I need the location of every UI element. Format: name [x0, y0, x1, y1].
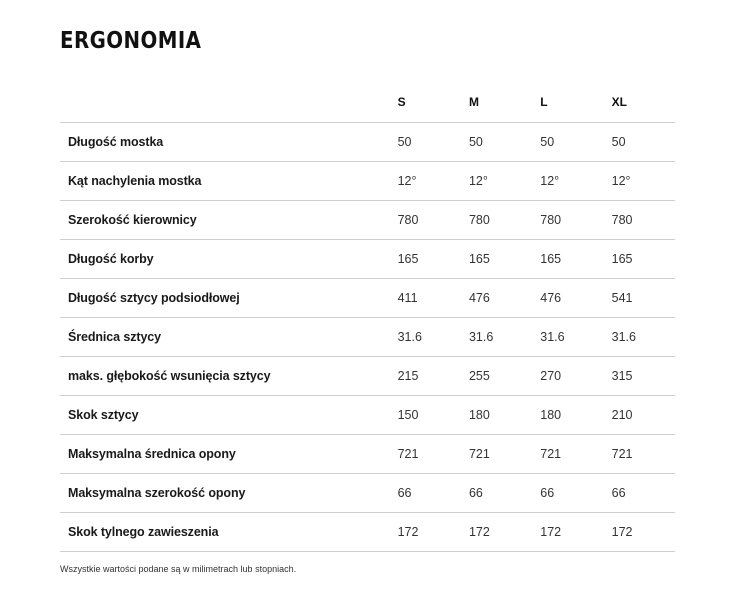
cell-value: 721 — [540, 446, 562, 461]
cell-value: 165 — [468, 251, 490, 266]
cell-value: 165 — [540, 251, 562, 266]
header-size-l: L — [540, 95, 548, 110]
cell-value: 270 — [540, 368, 562, 383]
cell-value: 12° — [468, 173, 488, 188]
section-title: ERGONOMIA — [60, 28, 202, 54]
cell-value: 12° — [611, 173, 631, 188]
cell-value: 31.6 — [397, 329, 422, 344]
table-row — [60, 200, 675, 239]
row-label: Skok tylnego zawieszenia — [68, 524, 219, 539]
header-label-column — [60, 83, 390, 122]
cell-value: 31.6 — [468, 329, 494, 344]
cell-value: 50 — [468, 134, 483, 149]
row-label: maks. głębokość wsunięcia sztycy — [68, 368, 271, 383]
cell-value: 780 — [397, 212, 419, 227]
cell-value: 780 — [611, 212, 633, 227]
row-label: Kąt nachylenia mostka — [68, 173, 202, 188]
row-label: Długość mostka — [68, 134, 164, 149]
row-label: Szerokość kierownicy — [68, 212, 197, 227]
row-label: Maksymalna średnica opony — [68, 446, 236, 461]
cell-value: 541 — [611, 290, 633, 305]
table-row — [60, 161, 675, 200]
table-row — [60, 473, 675, 512]
row-label: Średnica sztycy — [68, 329, 161, 344]
table-row — [60, 512, 675, 551]
row-label: Długość sztycy podsiodłowej — [68, 290, 240, 305]
cell-value: 66 — [468, 485, 483, 500]
table-header-row — [60, 83, 675, 122]
cell-value: 31.6 — [540, 329, 565, 344]
cell-value: 180 — [468, 407, 490, 422]
row-label: Maksymalna szerokość opony — [68, 485, 246, 500]
cell-value: 172 — [468, 524, 490, 539]
cell-value: 476 — [468, 290, 490, 305]
cell-value: 31.6 — [611, 329, 636, 344]
cell-value: 210 — [611, 407, 633, 422]
row-label: Długość korby — [68, 251, 154, 266]
cell-value: 180 — [540, 407, 562, 422]
table-row — [60, 317, 675, 356]
header-size-s: S — [397, 95, 406, 110]
cell-value: 50 — [397, 134, 412, 149]
table-row — [60, 278, 675, 317]
cell-value: 165 — [397, 251, 419, 266]
cell-value: 721 — [611, 446, 633, 461]
cell-value: 411 — [397, 290, 418, 305]
cell-value: 150 — [397, 407, 419, 422]
header-size-xl: XL — [611, 95, 627, 110]
cell-value: 721 — [468, 446, 490, 461]
cell-value: 12° — [540, 173, 560, 188]
cell-value: 172 — [611, 524, 633, 539]
table-row — [60, 434, 675, 473]
table-row — [60, 239, 675, 278]
row-label: Skok sztycy — [68, 407, 139, 422]
cell-value: 66 — [540, 485, 555, 500]
cell-value: 721 — [397, 446, 419, 461]
table-row — [60, 395, 675, 434]
table-row — [60, 122, 675, 161]
cell-value: 12° — [397, 173, 417, 188]
cell-value: 476 — [540, 290, 562, 305]
cell-value: 780 — [540, 212, 562, 227]
units-footnote: Wszystkie wartości podane są w milimetrach lub stopniach. — [60, 564, 297, 574]
cell-value: 172 — [397, 524, 419, 539]
cell-value: 255 — [468, 368, 490, 383]
cell-value: 50 — [611, 134, 626, 149]
cell-value: 50 — [540, 134, 555, 149]
header-size-m: M — [468, 95, 479, 110]
cell-value: 780 — [468, 212, 490, 227]
ergonomics-table — [60, 83, 675, 552]
cell-value: 315 — [611, 368, 633, 383]
cell-value: 172 — [540, 524, 562, 539]
cell-value: 165 — [611, 251, 633, 266]
cell-value: 66 — [397, 485, 412, 500]
table-row — [60, 356, 675, 395]
cell-value: 215 — [397, 368, 419, 383]
cell-value: 66 — [611, 485, 626, 500]
